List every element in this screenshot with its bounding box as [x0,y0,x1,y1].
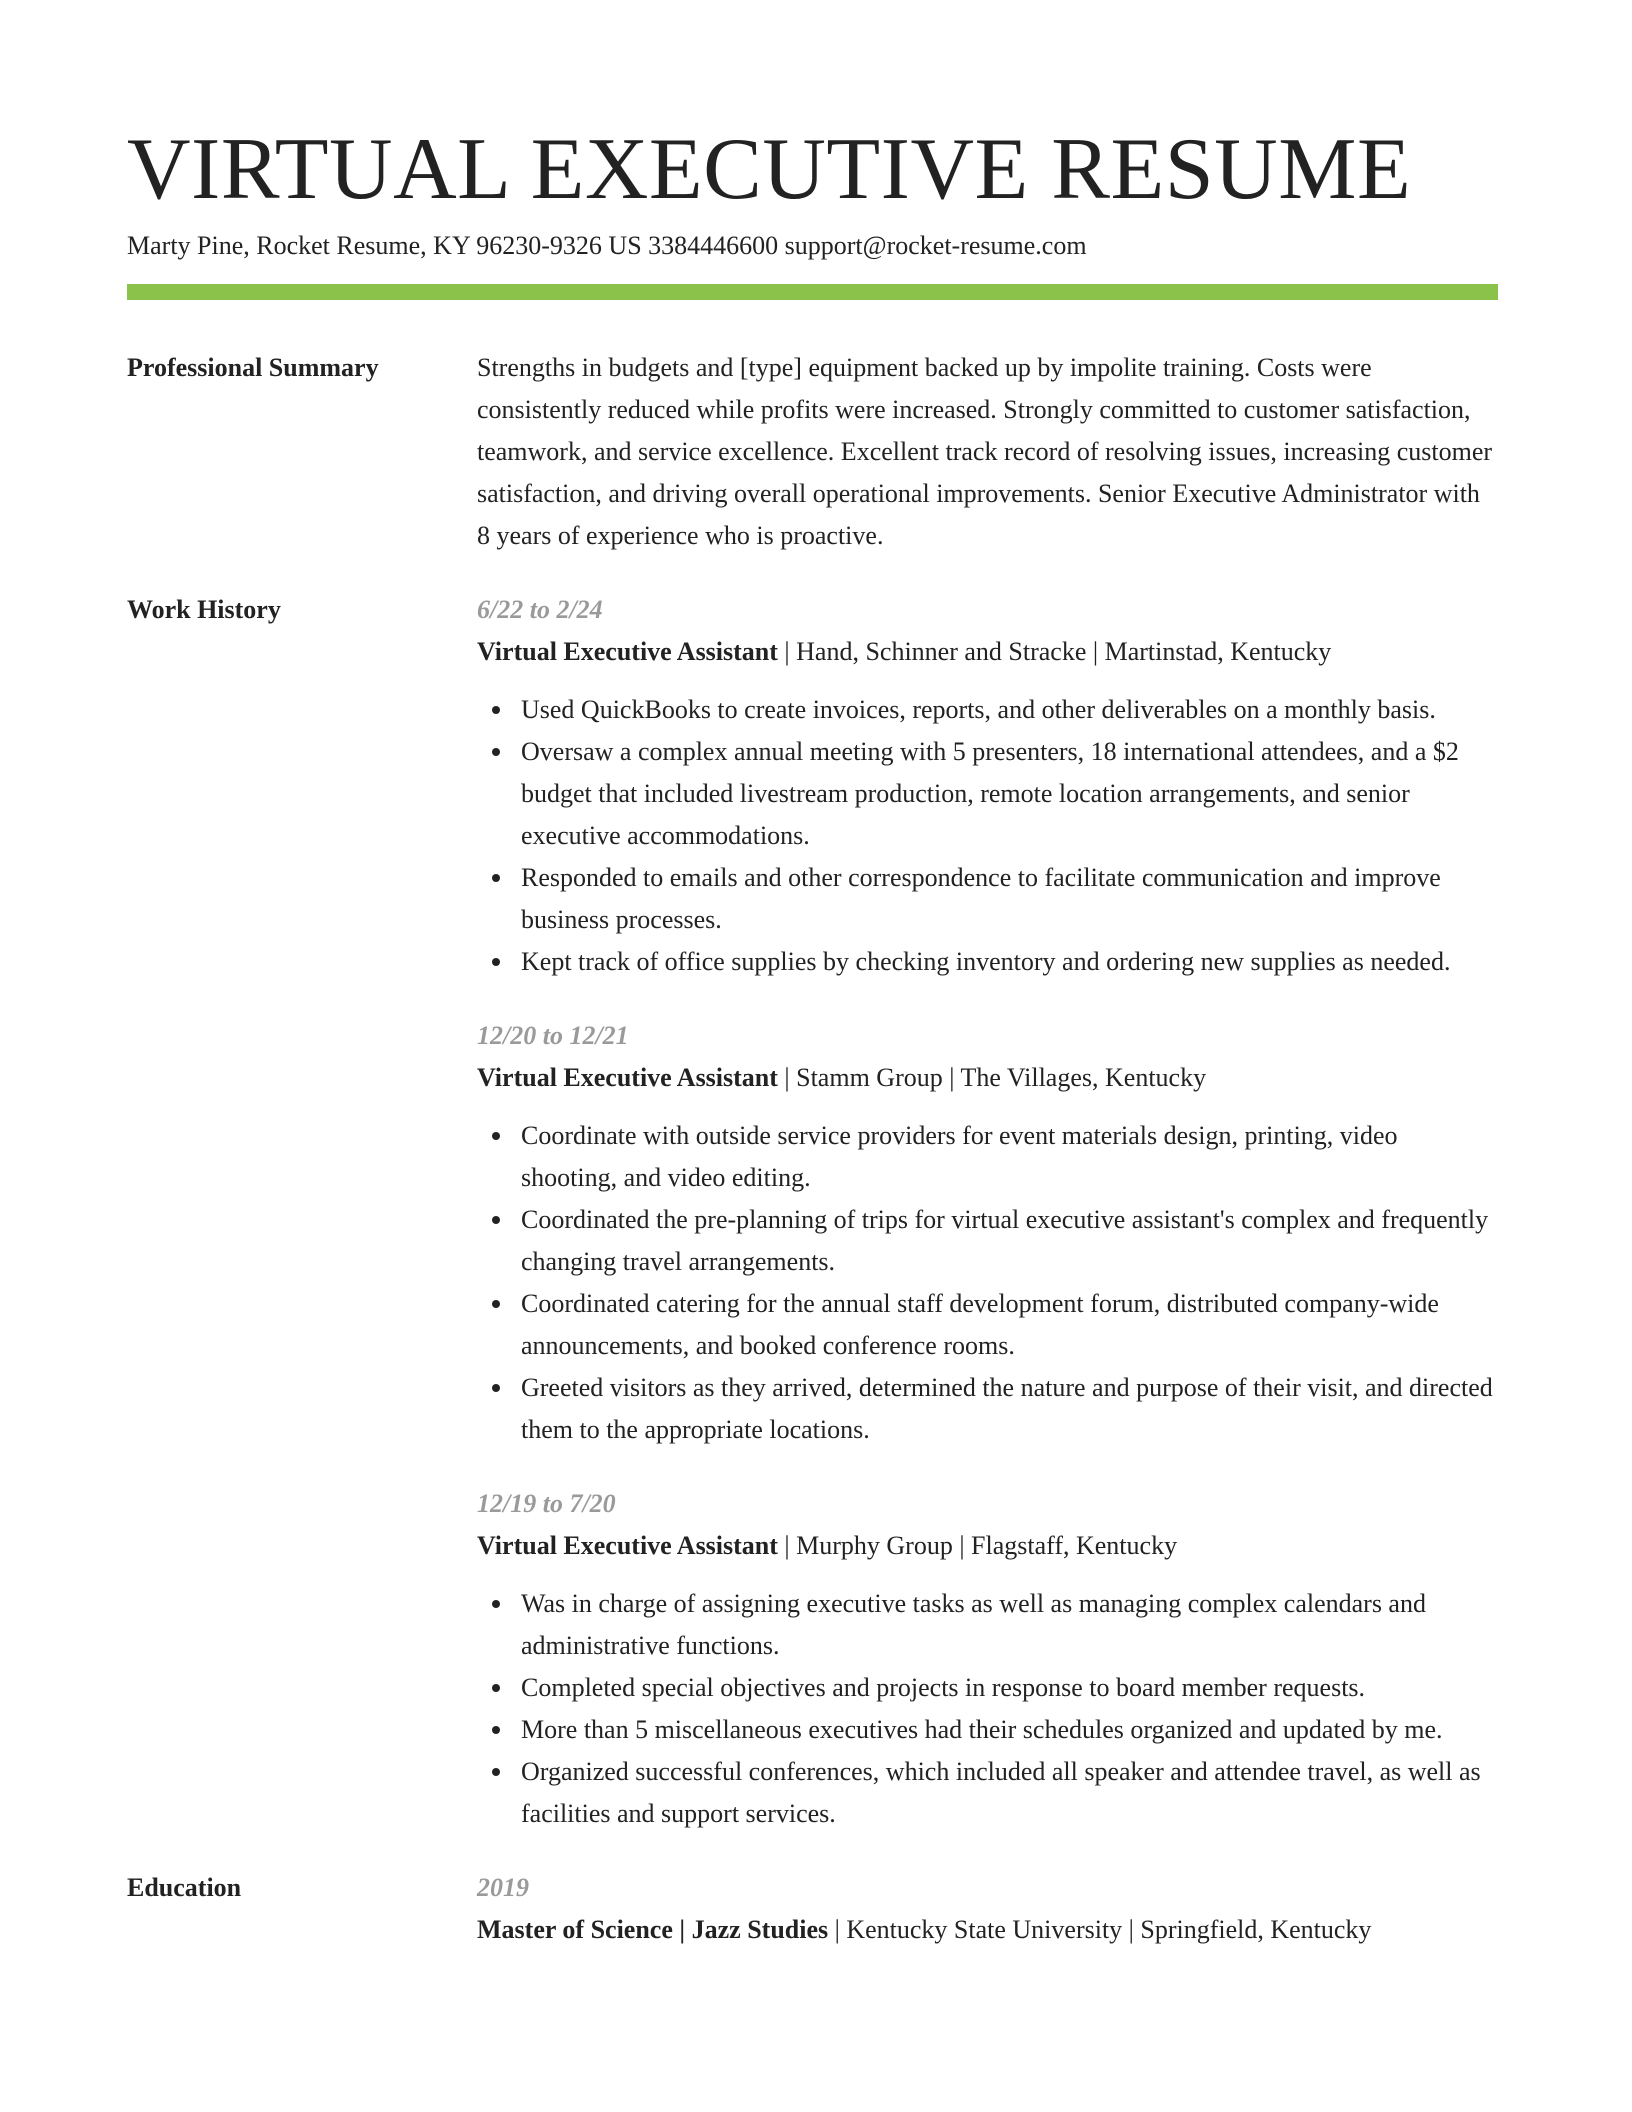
job-date: 6/22 to 2/24 [477,595,603,624]
contact-line: Marty Pine, Rocket Resume, KY 96230-9326 US 3384446600 support@rocket-resume.com [127,231,1087,260]
resume-title: VIRTUAL EXECUTIVE RESUME [127,121,1412,218]
job-title: Virtual Executive Assistant [477,1063,778,1092]
job-details: | Stamm Group | The Villages, Kentucky [777,1063,1207,1092]
job-date: 12/20 to 12/21 [477,1021,629,1050]
education-degree: Master of Science | Jazz Studies [477,1915,829,1944]
job-details: | Hand, Schinner and Stracke | Martinstad, Kentucky [777,637,1332,666]
summary-section [127,347,1498,557]
education-degree-line [477,1909,1498,1951]
job-bullet: Oversaw a complex annual meeting with 5 presenters, 18 international attendees, and a $2 budget that included livestream production, remote location arrangements, and senior executive accommodations. [477,731,1498,857]
job-bullets [477,1583,1498,1835]
education-body [477,1867,1498,1951]
job-bullet: Was in charge of assigning executive tasks as well as managing complex calendars and administrative functions. [477,1583,1498,1667]
job-bullet: Completed special objectives and projects in response to board member requests. [477,1667,1498,1709]
job-bullet: More than 5 miscellaneous executives had their schedules organized and updated by me. [477,1709,1498,1751]
resume-page [127,120,1498,1951]
education-section [127,1867,1498,1951]
job-entry [477,1483,1498,1835]
education-date: 2019 [477,1873,529,1902]
summary-text: Strengths in budgets and [type] equipment backed up by impolite training. Costs were consistently reduced while profits were increased. Strongly committed to customer satisfaction, teamwork, and service excellence. Excellent track record of resolving issues, increasing customer satisfaction, and driving overall operational improvements. Senior Executive Administrator with 8 years of experience who is proactive. [477,353,1493,550]
job-bullet: Coordinated the pre-planning of trips for virtual executive assistant's complex and frequently changing travel arrangements. [477,1199,1498,1283]
job-entry [477,1015,1498,1451]
job-bullet: Coordinated catering for the annual staff development forum, distributed company-wide announcements, and booked conference rooms. [477,1283,1498,1367]
job-title: Virtual Executive Assistant [477,1531,778,1560]
job-bullets [477,689,1498,983]
job-bullet: Used QuickBooks to create invoices, reports, and other deliverables on a monthly basis. [477,689,1498,731]
job-date: 12/19 to 7/20 [477,1489,616,1518]
job-bullet: Kept track of office supplies by checking inventory and ordering new supplies as needed. [477,941,1498,983]
job-bullet: Organized successful conferences, which included all speaker and attendee travel, as well as facilities and support services. [477,1751,1498,1835]
work-history-label: Work History [127,595,281,624]
job-details: | Murphy Group | Flagstaff, Kentucky [777,1531,1178,1560]
education-label: Education [127,1873,242,1902]
job-bullet: Coordinate with outside service providers for event materials design, printing, video shooting, and video editing. [477,1115,1498,1199]
job-role-line [477,1057,1498,1099]
job-role-line [477,1525,1498,1567]
job-entry [477,589,1498,983]
work-history-section [127,589,1498,1835]
summary-label: Professional Summary [127,353,379,382]
job-bullets [477,1115,1498,1451]
work-history-body [477,589,1498,1835]
job-bullet: Responded to emails and other correspondence to facilitate communication and improve business processes. [477,857,1498,941]
header-divider [127,284,1498,300]
job-title: Virtual Executive Assistant [477,637,778,666]
job-bullet: Greeted visitors as they arrived, determined the nature and purpose of their visit, and directed them to the appropriate locations. [477,1367,1498,1451]
education-details: | Kentucky State University | Springfield, Kentucky [828,1915,1372,1944]
job-role-line [477,631,1498,673]
